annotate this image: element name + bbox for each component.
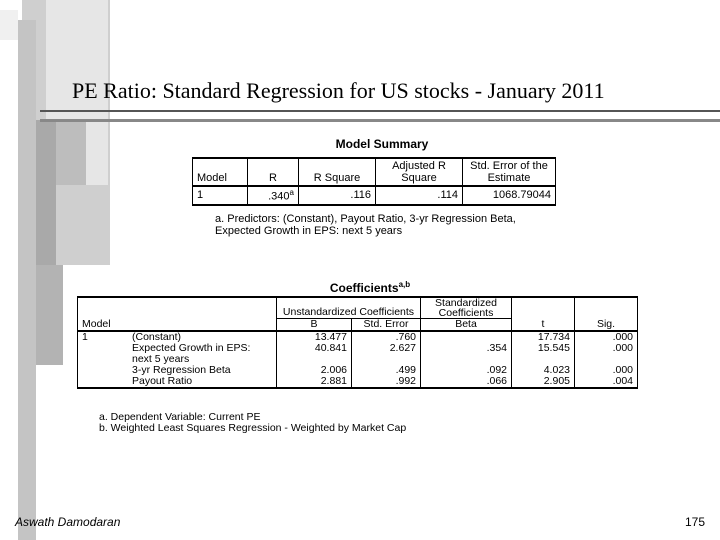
cf-header-t: t [512,319,575,332]
slide-title: PE Ratio: Standard Regression for US stocks - January 2011 [72,78,605,103]
cf-header-b: B [277,319,352,332]
cf-row-beta: .066 [421,376,512,388]
model-summary-caption: Model Summary [335,137,429,151]
ms-cell-std-error: 1068.79044 [463,186,556,205]
cf-header-sig: Sig. [575,319,638,332]
coefficients-footnote-a: a. Dependent Variable: Current PE [99,411,261,423]
cf-row-label: (Constant) [132,331,182,343]
ms-cell-r-value: .340 [268,190,290,203]
cf-row-t: 2.905 [512,376,575,388]
coefficients-footnote-b: b. Weighted Least Squares Regression - Weighted by Market Cap [99,422,407,434]
cf-row-b: 40.841 [277,343,352,365]
cf-row-se: .499 [352,365,421,376]
coefficients-table [77,296,638,389]
table-row [78,376,638,388]
cf-row-label: Payout Ratio [128,376,277,388]
cf-row-sig: .000 [575,331,638,343]
cf-header-model: Model [78,319,129,332]
cf-header-std: Standardized Coefficients [421,297,512,319]
ms-cell-r-sup: a [289,188,294,197]
ms-header-std-error: Std. Error of the Estimate [463,158,556,186]
table-row [78,343,638,365]
cf-row-t: 17.734 [512,331,575,343]
cf-row-beta: .354 [421,343,512,365]
cf-row-b: 2.881 [277,376,352,388]
cf-row-sig: .000 [575,343,638,365]
decor-block-5 [33,265,63,365]
ms-cell-adj-r-square: .114 [376,186,463,205]
coefficients-caption-text: Coefficients [329,281,399,295]
cf-row-t: 15.545 [512,343,575,365]
ms-cell-model: 1 [193,186,248,205]
cf-row-se: 2.627 [352,343,421,365]
cf-row-t: 4.023 [512,365,575,376]
coefficients-footnotes [99,412,406,434]
ms-header-model: Model [193,158,248,186]
model-summary-table [192,157,556,206]
cf-model-number: 1 [78,331,129,343]
ms-cell-r [248,186,299,205]
cf-row-sig: .004 [575,376,638,388]
cf-row-se: .760 [352,331,421,343]
ms-header-r-square: R Square [299,158,376,186]
decor-block-7 [0,10,18,40]
decor-block-6 [18,20,36,540]
cf-row-beta: .092 [421,365,512,376]
footer-author: Aswath Damodaran [15,515,121,529]
cf-row-b: 13.477 [277,331,352,343]
ms-cell-r-square: .116 [299,186,376,205]
cf-row-label: 3-yr Regression Beta [132,364,231,376]
coefficients-caption-sup: a,b [398,280,411,289]
cf-row-se: .992 [352,376,421,388]
decor-block-3 [56,120,86,185]
ms-header-adj-r-square: Adjusted R Square [376,158,463,186]
model-summary-footnote: a. Predictors: (Constant), Payout Ratio, 3-yr Regression Beta, Expected Growth in EPS: next 5 years [215,213,516,237]
title-rule [40,110,720,112]
ms-header-r: R [248,158,299,186]
page-number: 175 [684,515,705,529]
cf-header-unstd: Unstandardized Coefficients [277,297,421,319]
cf-row-sig: .000 [575,365,638,376]
title-rule-lower [40,119,720,122]
coefficients-caption [280,280,460,295]
cf-header-beta: Beta [421,319,512,332]
cf-header-std-error: Std. Error [352,319,421,332]
cf-row-b: 2.006 [277,365,352,376]
cf-row-label: Expected Growth in EPS: next 5 years [132,342,251,365]
